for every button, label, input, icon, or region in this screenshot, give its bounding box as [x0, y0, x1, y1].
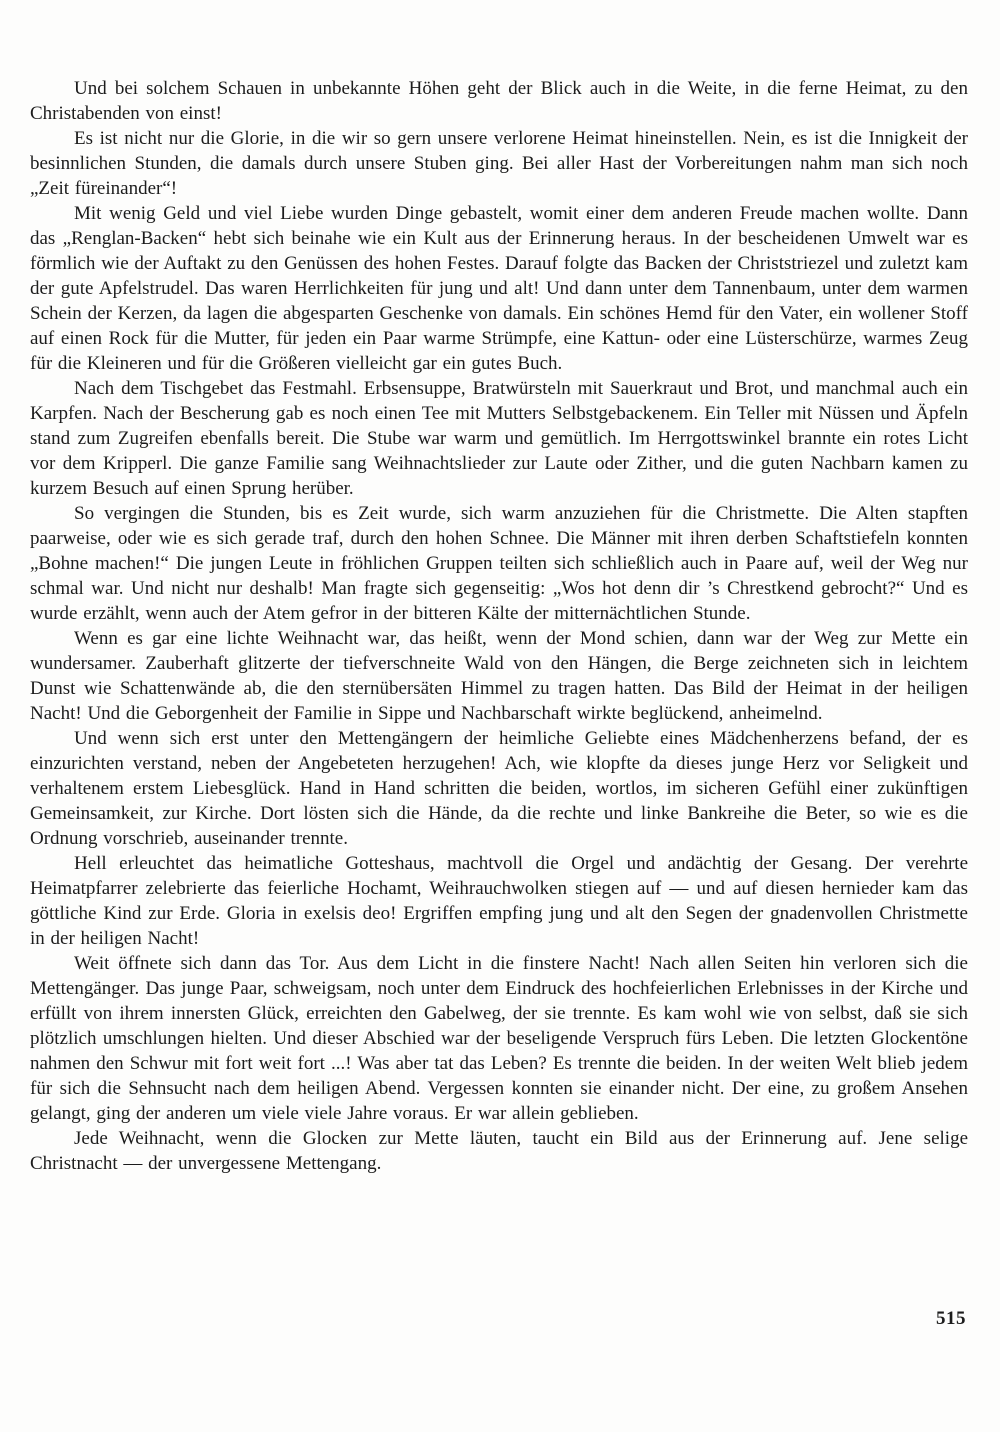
paragraph: Jede Weihnacht, wenn die Glocken zur Mette läuten, taucht ein Bild aus der Erinnerung auf. Jene selige Christnacht — der unvergessene Mettengang. [30, 1128, 968, 1174]
paragraph: Es ist nicht nur die Glorie, in die wir so gern unsere verlorene Heimat hineinstellen. Nein, es ist die Innigkeit der besinnlichen Stunden, die damals durch unsere Stuben ging. Bei aller Hast der Vorbereitungen nahm man sich noch „Zeit füreinander“! [30, 128, 968, 199]
paragraph: Hell erleuchtet das heimatliche Gotteshaus, machtvoll die Orgel und andächtig der Gesang. Der verehrte Heimatpfarrer zelebrierte das feierliche Hochamt, Weihrauchwolken stiegen auf — und auf diesen hernieder kam das göttliche Kind zur Erde. Gloria in exelsis deo! Ergriffen empfing jung und alt den Segen der gnadenvollen Christmette in der heiligen Nacht! [30, 853, 968, 949]
paragraph: Nach dem Tischgebet das Festmahl. Erbsensuppe, Bratwürsteln mit Sauerkraut und Brot, und manchmal auch ein Karpfen. Nach der Bescherung gab es noch einen Tee mit Mutters Selbstgebackenem. Ein Teller mit Nüssen und Äpfeln stand zum Zugreifen ebenfalls bereit. Die Stube war warm und gemütlich. Im Herrgottswinkel brannte ein rotes Licht vor dem Kripperl. Die ganze Familie sang Weihnachtslieder zur Laute oder Zither, und die guten Nachbarn kamen zu kurzem Besuch auf einen Sprung herüber. [30, 378, 968, 499]
paragraph: Wenn es gar eine lichte Weihnacht war, das heißt, wenn der Mond schien, dann war der Weg zur Mette ein wundersamer. Zauberhaft glitzerte der tiefverschneite Wald von den Hängen, die Berge zeichneten sich in leichtem Dunst wie Schattenwände ab, die den sternübersäten Himmel zu tragen hatten. Das Bild der Heimat in der heiligen Nacht! Und die Geborgenheit der Familie in Sippe und Nachbarschaft wirkte beglückend, anheimelnd. [30, 628, 968, 724]
paragraph: Und wenn sich erst unter den Mettengängern der heimliche Geliebte eines Mädchenherzens befand, der es einzurichten verstand, neben der Angebeteten herzugehen! Ach, wie klopfte da dieses junge Herz vor Seligkeit und verhaltenem erstem Liebesglück. Hand in Hand schritten die beiden, wortlos, im sicheren Gefühl einer zukünftigen Gemeinsamkeit, zur Kirche. Dort lösten sich die Hände, da die rechte und linke Bankreihe die Beter, so wie es die Ordnung vorschrieb, auseinander trennte. [30, 728, 968, 849]
paragraph: Und bei solchem Schauen in unbekannte Höhen geht der Blick auch in die Weite, in die ferne Heimat, zu den Christabenden von einst! [30, 78, 968, 124]
paragraph: So vergingen die Stunden, bis es Zeit wurde, sich warm anzuziehen für die Christmette. Die Alten stapften paarweise, oder wie es sich gerade traf, durch den hohen Schnee. Die Männer mit ihren derben Schaftstiefeln konnten „Bohne machen!“ Die jungen Leute in fröhlichen Gruppen teilten sich schließlich auch in Paare auf, weil der Weg nur schmal war. Und nicht nur deshalb! Man fragte sich gegenseitig: „Wos hot denn dir ’s Chrestkend gebrocht?“ Und es wurde erzählt, wenn auch der Atem gefror in der bitteren Kälte der mitternächtlichen Stunde. [30, 503, 968, 624]
paragraph: Mit wenig Geld und viel Liebe wurden Dinge gebastelt, womit einer dem anderen Freude machen wollte. Dann das „Renglan-Backen“ hebt sich beinahe wie ein Kult aus der Erinnerung heraus. In der bescheidenen Umwelt war es förmlich wie der Auftakt zu den Genüssen des hohen Festes. Darauf folgte das Backen der Christstriezel und zuletzt kam der gute Apfelstrudel. Das waren Herrlichkeiten für jung und alt! Und dann unter dem Tannenbaum, unter dem warmen Schein der Kerzen, da lagen die abgesparten Geschenke von damals. Ein schönes Hemd für den Vater, ein wollener Stoff auf einen Rock für die Mutter, für jeden ein Paar warme Strümpfe, eine Kattun- oder eine Lüsterschürze, warmes Zeug für die Kleineren und für die Größeren vielleicht gar ein gutes Buch. [30, 203, 968, 374]
page-number: 515 [936, 1308, 966, 1329]
page-text-block [30, 76, 968, 1176]
paragraph: Weit öffnete sich dann das Tor. Aus dem Licht in die finstere Nacht! Nach allen Seiten hin verloren sich die Mettengänger. Das junge Paar, schweigsam, noch unter dem Eindruck des hochfeierlichen Erlebnisses in der Kirche und erfüllt von ihrem innersten Glück, erreichten den Gabelweg, der sie trennte. Es kam wohl wie von selbst, daß sie sich plötzlich umschlungen hielten. Und dieser Abschied war der beseligende Verspruch fürs Leben. Die letzten Glockentöne nahmen den Schwur mit fort weit fort ...! Was aber tat das Leben? Es trennte die beiden. In der weiten Welt blieb jedem für sich die Sehnsucht nach dem heiligen Abend. Vergessen konnten sie einander nicht. Der eine, zu großem Ansehen gelangt, ging der anderen um viele viele Jahre voraus. Er war allein geblieben. [30, 953, 968, 1124]
